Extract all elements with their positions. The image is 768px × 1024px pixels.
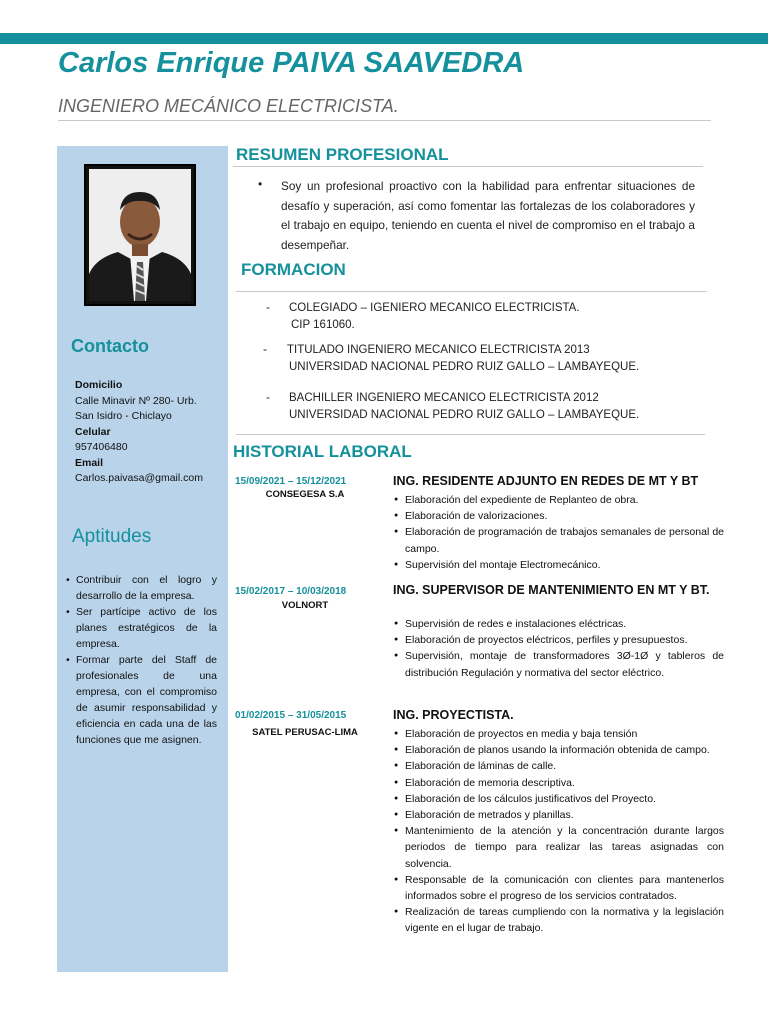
aptitudes-heading: Aptitudes — [72, 526, 152, 547]
job-tasks — [393, 616, 724, 681]
formacion-heading: FORMACION — [241, 260, 346, 279]
resumen-text: Soy un profesional proactivo con la habilidad para enfrentar situaciones de desafío y superación, así como fomentar las fortalezas de los colaboradores y el trabajo en equipo, teniendo en cuenta el nivel de compromiso en el trabajo a desempeñar. — [281, 179, 695, 252]
job-company: VOLNORT — [281, 600, 329, 611]
resumen-heading: RESUMEN PROFESIONAL — [236, 145, 449, 164]
dash-icon: - — [266, 300, 270, 314]
job-task: ● Elaboración de los cálculos justificativos del Proyecto. — [393, 791, 724, 807]
sidebar — [57, 146, 228, 972]
formacion-item-line2: UNIVERSIDAD NACIONAL PEDRO RUIZ GALLO – LAMBAYEQUE. — [289, 361, 640, 373]
formacion-item-line1: BACHILLER INGENIERO MECANICO ELECTRICISTA 2012 — [289, 392, 599, 404]
job-task: ● Elaboración de programación de trabajos semanales de personal de campo. — [393, 524, 724, 556]
contact-block — [75, 378, 203, 487]
job-task: ● Elaboración de láminas de calle. — [393, 758, 724, 774]
dash-icon: - — [263, 342, 267, 356]
dash-icon: - — [266, 390, 270, 404]
aptitude-item: • Contribuir con el logro y desarrollo de la empresa. — [63, 572, 217, 604]
address-line-1: Calle Minavir Nº 280- Urb. — [75, 394, 197, 407]
job-task: ● Mantenimiento de la atención y la concentración durante largos periodos de tiempo para realizar las tareas asignadas con solvencia. — [393, 823, 724, 872]
job-dates: 15/09/2021 – 15/12/2021 — [235, 476, 347, 487]
job-dates: 15/02/2017 – 10/03/2018 — [235, 586, 347, 597]
formacion-item — [287, 342, 639, 376]
job-task: ● Elaboración de proyectos eléctricos, perfiles y presupuestos. — [393, 632, 724, 648]
address-label: Domicilio — [75, 379, 123, 391]
historial-heading: HISTORIAL LABORAL — [233, 442, 412, 461]
job-dates: 01/02/2015 – 31/05/2015 — [235, 710, 347, 721]
job-task: ● Elaboración del expediente de Replanteo de obra. — [393, 492, 724, 508]
job-task: ● Elaboración de memoria descriptiva. — [393, 775, 724, 791]
formacion-item-line1: TITULADO INGENIERO MECANICO ELECTRICISTA 2013 — [287, 344, 590, 356]
aptitude-item: • Ser partícipe activo de los planes estratégicos de la empresa. — [63, 604, 217, 652]
formacion-item-line2: UNIVERSIDAD NACIONAL PEDRO RUIZ GALLO – LAMBAYEQUE. — [289, 409, 640, 421]
address-line-2: San Isidro - Chiclayo — [75, 410, 172, 422]
top-accent-bar — [0, 33, 768, 44]
aptitudes-list — [63, 572, 217, 748]
job-task: ● Elaboración de metrados y planillas. — [393, 807, 724, 823]
email-label: Email — [75, 456, 104, 469]
header-divider — [58, 120, 711, 121]
resumen-divider — [233, 166, 703, 167]
formacion-divider — [236, 291, 707, 292]
formacion-bottom-divider — [236, 434, 705, 435]
job-task: ● Supervisión de redes e instalaciones eléctricas. — [393, 616, 724, 632]
job-tasks — [393, 492, 724, 573]
job-title: ING. SUPERVISOR DE MANTENIMIENTO EN MT Y BT. — [393, 583, 710, 597]
phone-label: Celular — [75, 425, 111, 438]
contact-heading: Contacto — [71, 336, 149, 356]
formacion-item — [289, 390, 639, 424]
person-silhouette-icon — [86, 166, 194, 304]
job-task: ● Elaboración de planos usando la información obtenida de campo. — [393, 742, 724, 758]
aptitude-item: • Formar parte del Staff de profesionales de una empresa, con el compromiso de asumir responsabilidad y eficiencia en cada una de las funciones que me asignen. — [63, 652, 217, 748]
job-company: CONSEGESA S.A — [265, 489, 345, 500]
formacion-item-line1: COLEGIADO – IGENIERO MECANICO ELECTRICISTA. — [289, 302, 580, 314]
job-task: ● Supervisión, montaje de transformadores 3Ø-1Ø y tableros de distribución Regulación y normativa del sector eléctrico. — [393, 648, 724, 680]
formacion-item — [289, 300, 580, 334]
job-task: ● Elaboración de valorizaciones. — [393, 508, 724, 524]
job-company: SATEL PERUSAC-LIMA — [252, 727, 358, 738]
job-task: ● Supervisión del montaje Electromecánico. — [393, 557, 724, 573]
candidate-name: Carlos Enrique PAIVA SAAVEDRA — [58, 47, 525, 79]
job-title: ING. RESIDENTE ADJUNTO EN REDES DE MT Y BT — [393, 474, 699, 488]
resumen-bullet-icon: • — [258, 177, 263, 191]
job-title: ING. PROYECTISTA. — [393, 708, 514, 722]
job-task: ● Elaboración de proyectos en media y baja tensión — [393, 726, 724, 742]
email-address[interactable]: Carlos.paivasa@gmail.com — [75, 472, 203, 484]
job-task: ● Realización de tareas cumpliendo con la normativa y la legislación vigente en el lugar de trabajo. — [393, 904, 724, 936]
phone-number: 957406480 — [75, 441, 128, 453]
profile-photo — [84, 164, 196, 306]
job-tasks — [393, 726, 724, 937]
candidate-profession: INGENIERO MECÁNICO ELECTRICISTA. — [58, 96, 399, 116]
job-task: ● Responsable de la comunicación con clientes para mantenerlos informados sobre el progreso de los servicios contratados. — [393, 872, 724, 904]
formacion-item-line2: CIP 161060. — [291, 319, 355, 331]
